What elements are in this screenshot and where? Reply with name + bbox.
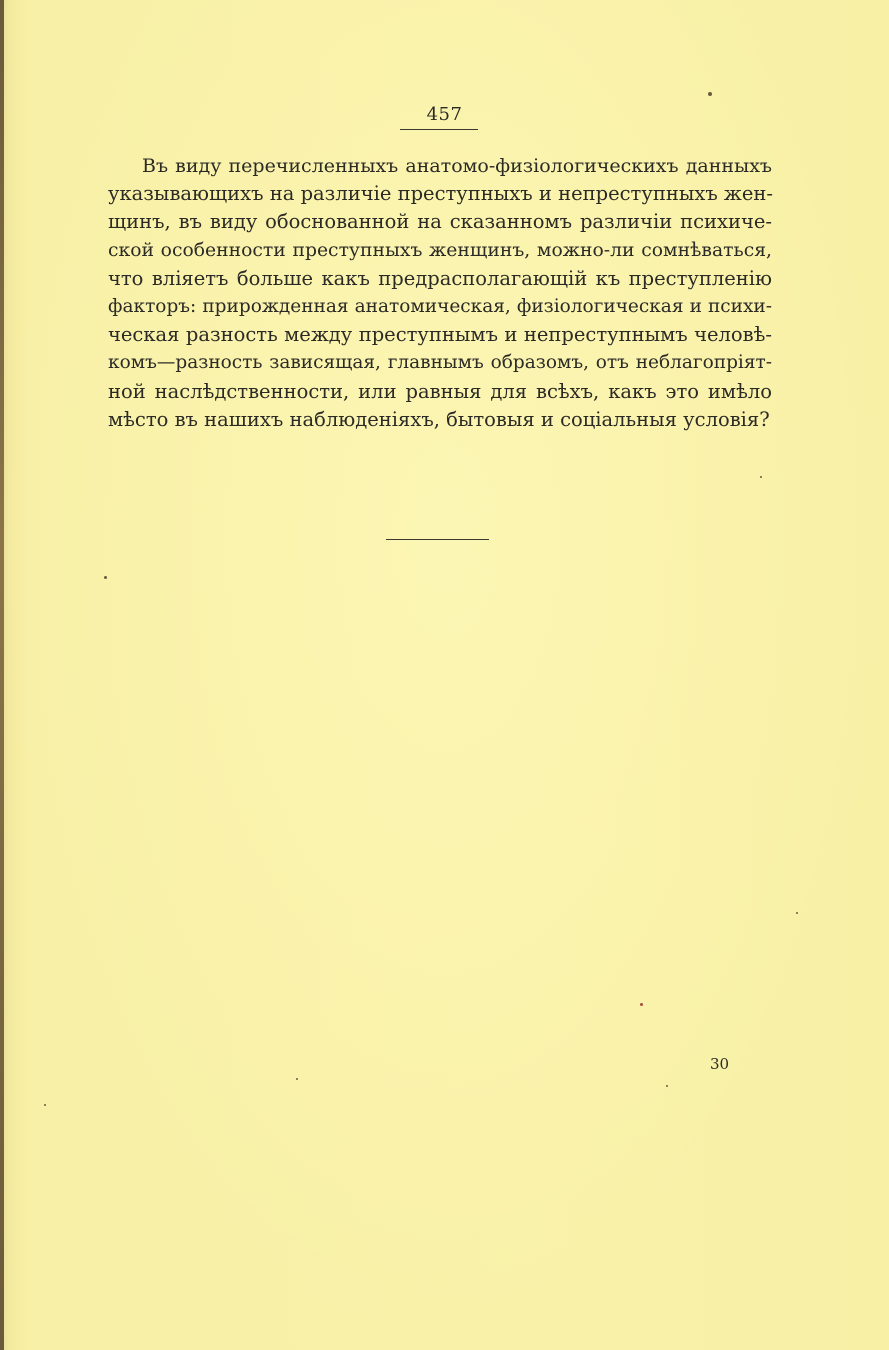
page-binding-edge bbox=[0, 0, 4, 1350]
paper-speck bbox=[760, 476, 762, 478]
paragraph-line: мѣсто въ нашихъ наблюденіяхъ, бытовыя и соціальныя условія? bbox=[108, 407, 770, 431]
paper-speck bbox=[104, 576, 107, 579]
paragraph-line: указывающихъ на различіе преступныхъ и непреступныхъ жен- bbox=[108, 182, 773, 206]
paragraph-line: комъ—разность зависящая, главнымъ образомъ, отъ неблагопріят- bbox=[108, 352, 772, 374]
body-paragraph bbox=[108, 152, 772, 434]
paragraph-line: Въ виду перечисленныхъ анатомо-физіологическихъ данныхъ bbox=[142, 155, 772, 177]
paragraph-line: что вліяетъ больше какъ предрасполагающій къ преступленію bbox=[108, 266, 772, 290]
paragraph-line: ческая разность между преступнымъ и непреступнымъ человѣ- bbox=[108, 323, 772, 347]
page-number: 457 bbox=[426, 104, 463, 125]
paragraph-line: факторъ: прирожденная анатомическая, физіологическая и психи- bbox=[108, 296, 772, 318]
paper-speck bbox=[708, 92, 712, 96]
page-number-underline bbox=[400, 129, 478, 130]
signature-number: 30 bbox=[710, 1055, 730, 1073]
paper-speck bbox=[640, 1003, 643, 1006]
section-end-rule bbox=[386, 539, 489, 540]
paper-speck bbox=[296, 1078, 298, 1080]
paper-speck bbox=[796, 912, 798, 914]
paragraph-line: ной наслѣдственности, или равныя для всѣхъ, какъ это имѣло bbox=[108, 379, 772, 403]
paragraph-line: щинъ, въ виду обоснованной на сказанномъ различіи психиче- bbox=[108, 210, 772, 234]
paper-speck bbox=[666, 1085, 668, 1087]
paper-speck bbox=[44, 1104, 46, 1106]
paragraph-line: ской особенности преступныхъ женщинъ, можно-ли сомнѣваться, bbox=[108, 239, 772, 261]
